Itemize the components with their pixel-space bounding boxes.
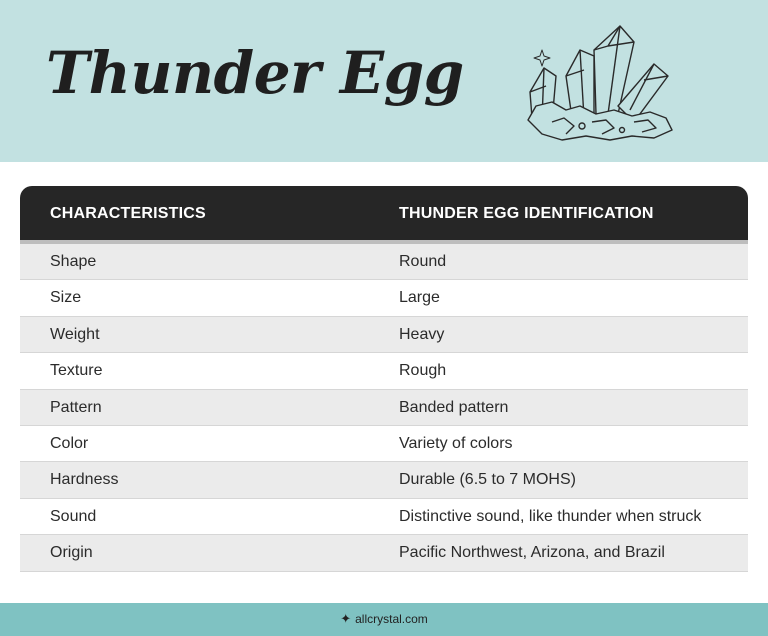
cell-identification: Banded pattern [399, 398, 509, 416]
footer-bar [0, 603, 768, 636]
cell-identification: Rough [399, 362, 447, 380]
cell-identification: Variety of colors [399, 434, 513, 452]
table-row [20, 535, 748, 571]
cell-characteristic: Sound [50, 507, 97, 525]
cell-characteristic: Color [50, 434, 89, 452]
cell-identification: Durable (6.5 to 7 MOHS) [399, 471, 576, 489]
identification-table [20, 186, 748, 572]
table-body [20, 244, 748, 572]
table-row [20, 426, 748, 462]
cell-characteristic: Hardness [50, 471, 119, 489]
header-banner [0, 0, 768, 162]
cell-characteristic: Pattern [50, 398, 102, 416]
cell-identification: Distinctive sound, like thunder when struck [399, 507, 702, 525]
cell-identification: Large [399, 289, 440, 307]
column-header-identification: THUNDER EGG IDENTIFICATION [399, 205, 654, 222]
table-row [20, 353, 748, 389]
cell-identification: Heavy [399, 325, 445, 343]
page-title: Thunder Egg [46, 39, 464, 107]
table-row [20, 317, 748, 353]
table-row [20, 390, 748, 426]
site-link[interactable]: allcrystal.com [355, 612, 428, 626]
crystal-cluster-icon [522, 22, 680, 144]
column-header-characteristics: CHARACTERISTICS [50, 205, 206, 222]
cell-identification: Round [399, 253, 447, 270]
sparkle-icon: ✦ [340, 611, 352, 626]
table-header [20, 186, 748, 240]
table-row [20, 462, 748, 498]
cell-identification: Pacific Northwest, Arizona, and Brazil [399, 544, 665, 562]
cell-characteristic: Origin [50, 544, 93, 562]
table-row [20, 244, 748, 280]
table-row [20, 280, 748, 316]
cell-characteristic: Weight [50, 325, 100, 343]
cell-characteristic: Shape [50, 253, 97, 270]
cell-characteristic: Size [50, 289, 82, 307]
cell-characteristic: Texture [50, 362, 103, 380]
table-row [20, 499, 748, 535]
